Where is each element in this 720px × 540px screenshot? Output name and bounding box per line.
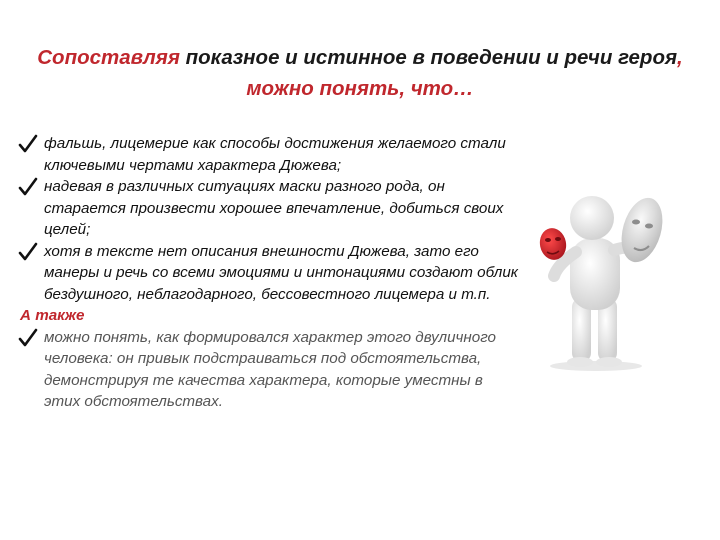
checkmark-icon bbox=[18, 177, 38, 197]
bullet-text: хотя в тексте нет описания внешности Дюжева, зато его манеры и речь со всеми эмоциями и интонациями создают облик бездушного, неблагодарного, бессовестного лицемера и т.п. bbox=[44, 242, 518, 303]
checkmark-icon bbox=[18, 134, 38, 154]
bullet-text: можно понять, как формировался характер этого двуличного человека: он привык подстраиваться под обстоятельства, демонстрируя те качества характера, которые уместны в этих обстоятельствах. bbox=[44, 328, 496, 410]
bullet-list bbox=[18, 133, 518, 413]
bullet-item bbox=[18, 327, 518, 413]
bullet-text: надевая в различных ситуациях маски разного рода, он старается произвести хорошее впечатление, добиться своих целей; bbox=[44, 178, 504, 238]
bullet-text: фальшь, лицемерие как способы достижения желаемого стали ключевыми чертами характера Дюжева; bbox=[44, 135, 506, 174]
subheading: А также bbox=[20, 307, 85, 324]
figure-with-masks-icon bbox=[528, 186, 678, 372]
bullet-item bbox=[18, 176, 518, 241]
bullet-item bbox=[18, 241, 518, 306]
checkmark-icon bbox=[18, 242, 38, 262]
title-main: показное и истинное в поведении и речи героя bbox=[179, 46, 678, 69]
slide-title bbox=[30, 42, 690, 104]
title-highlight-end: , можно понять, что… bbox=[246, 46, 683, 100]
bullet-item bbox=[18, 133, 518, 176]
title-highlight-start: Сопоставляя bbox=[37, 46, 180, 69]
subheading-row bbox=[18, 305, 518, 327]
checkmark-icon bbox=[18, 328, 38, 348]
